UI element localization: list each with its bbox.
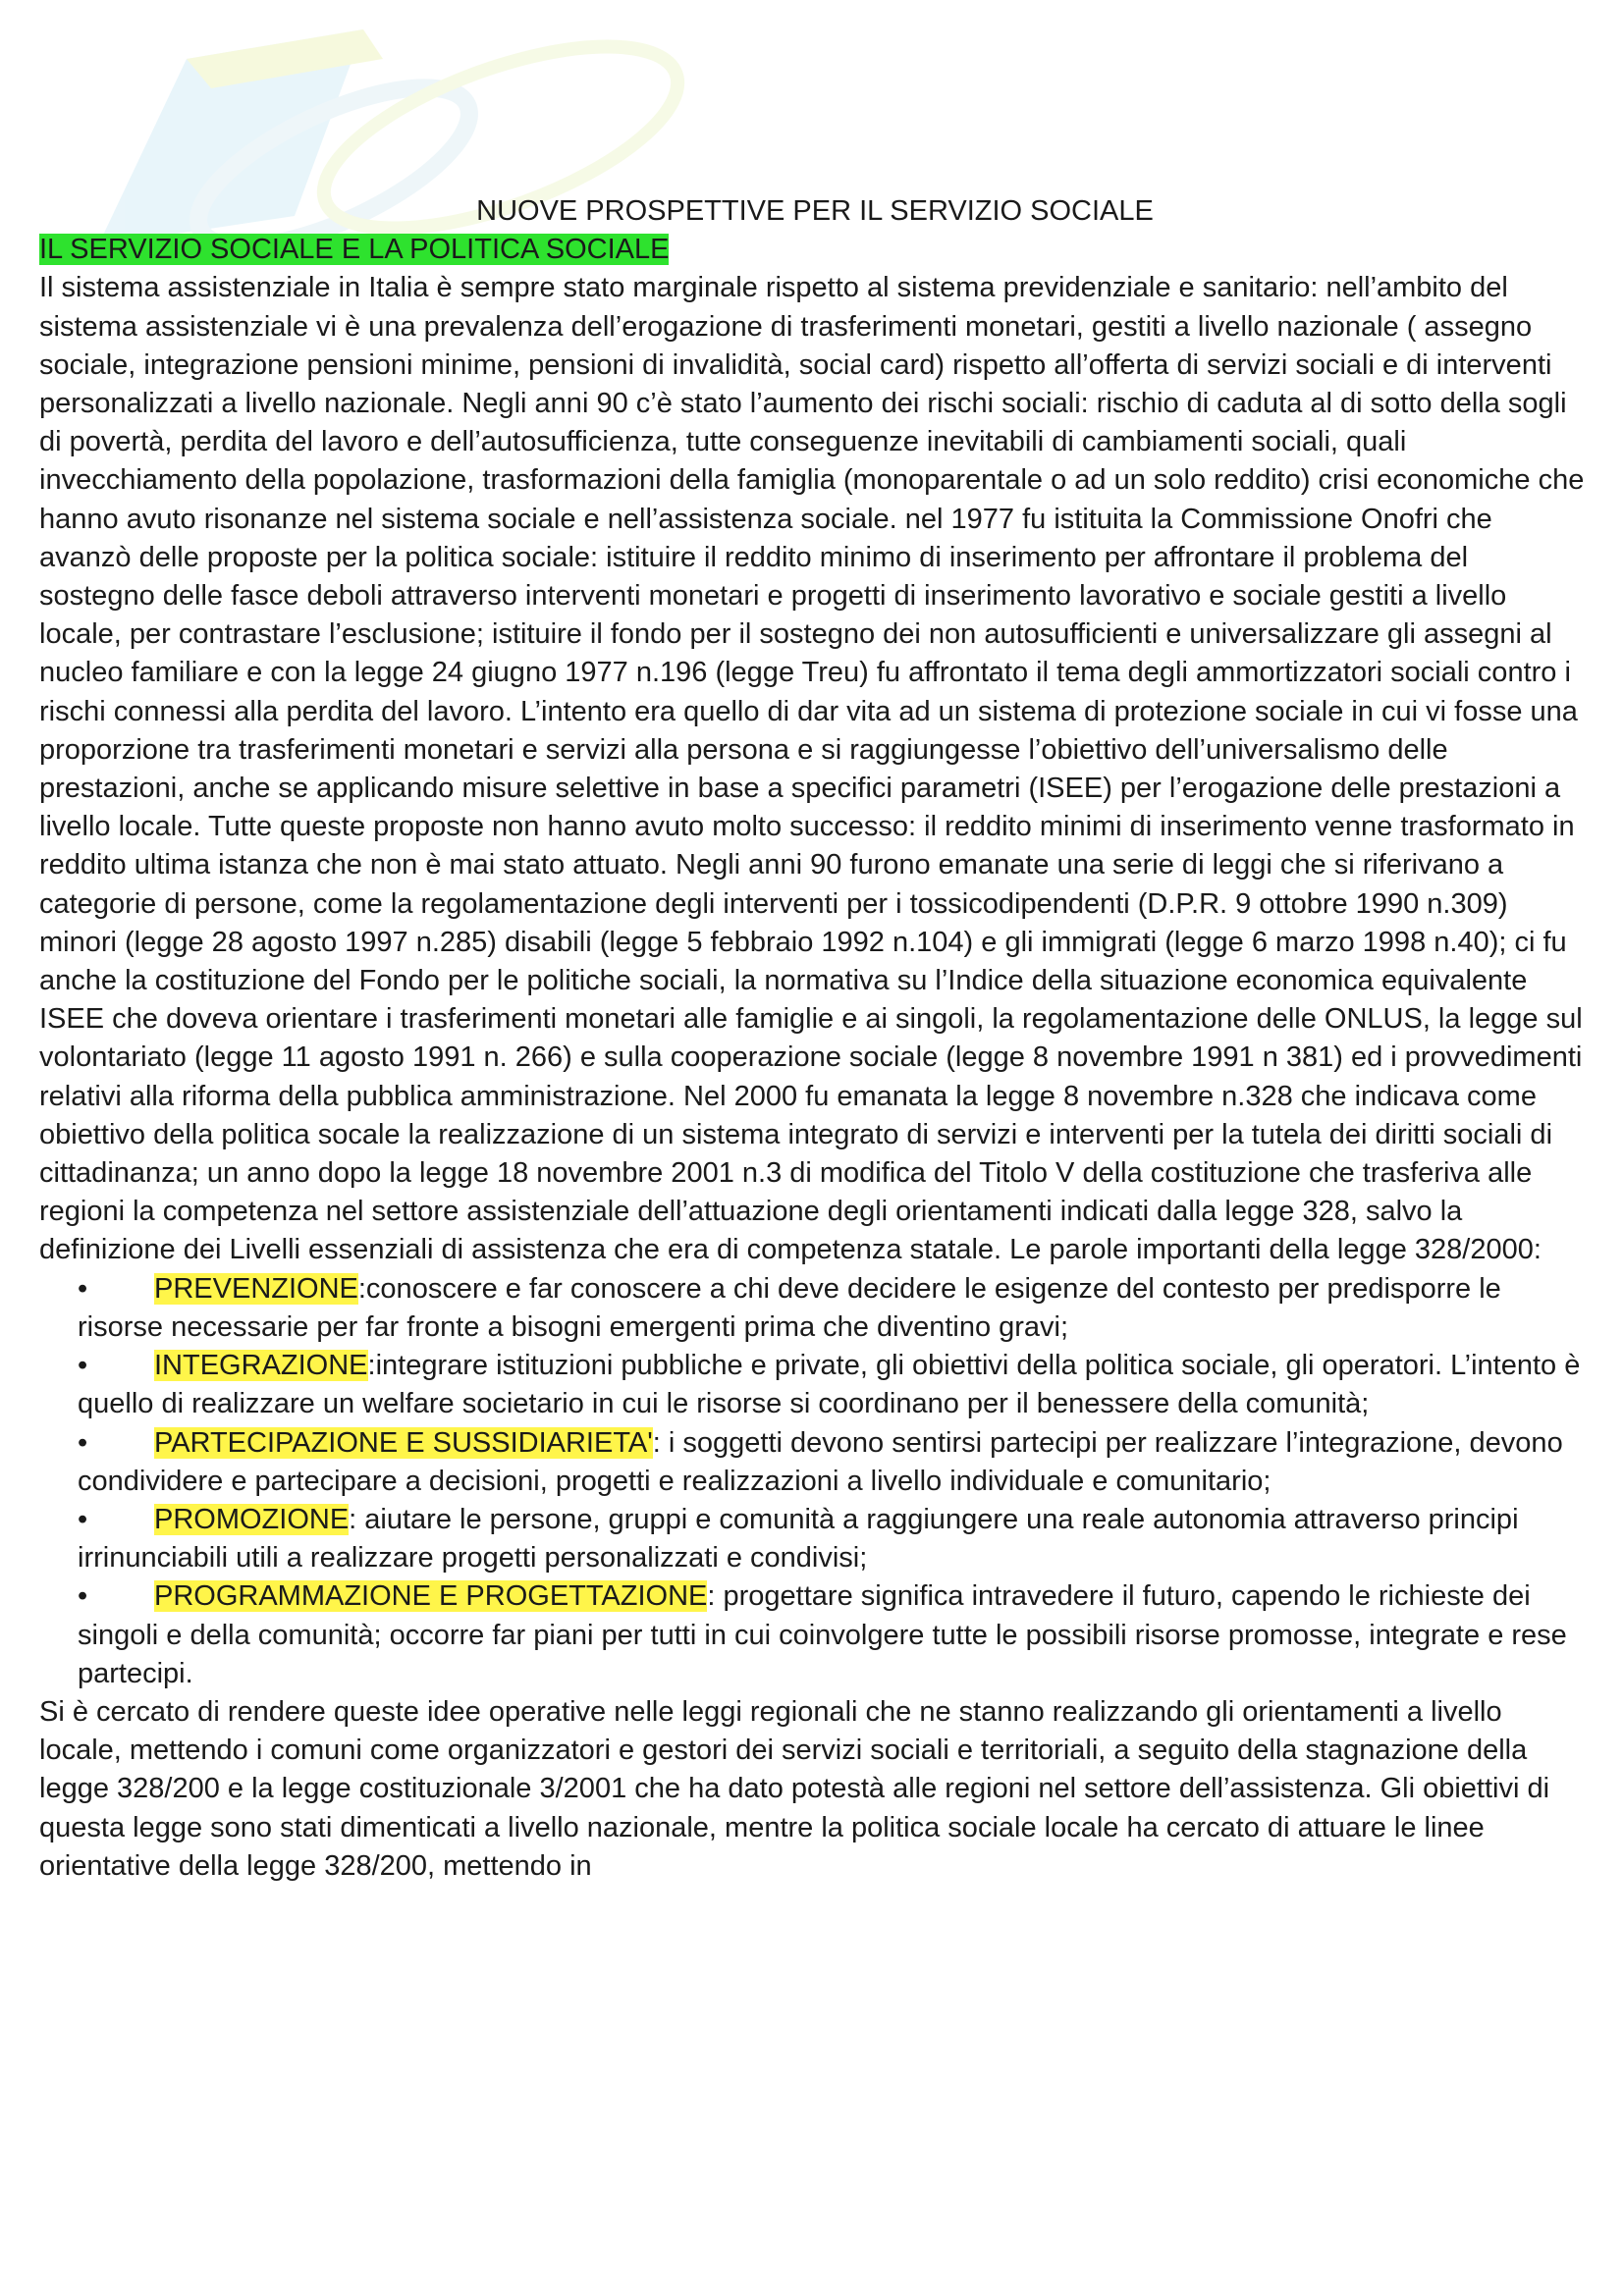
term-description: :integrare istituzioni pubbliche e private, gli obiettivi della politica sociale, gli operatori. L’intento è quello di realizzare un welfare societario in cui le risorse si coordinano per il benessere della comunità; — [78, 1350, 1581, 1420]
term-description: :conoscere e far conoscere a chi deve decidere le esigenze del contesto per predisporre le risorse necessarie per far fronte a bisogni emergenti prima che diventino gravi; — [78, 1272, 1501, 1343]
document-title: NUOVE PROSPETTIVE PER IL SERVIZIO SOCIALE — [476, 195, 1154, 227]
term-promozione: PROMOZIONE — [154, 1503, 350, 1535]
section-heading-text: IL SERVIZIO SOCIALE E LA POLITICA SOCIALE — [39, 234, 670, 266]
term-description: : progettare significa intravedere il futuro, capendo le richieste dei singoli e della comunità; occorre far piani per tutti in cui coinvolgere tutte le possibili risorse promosse, integrate e rese partecipi. — [78, 1580, 1567, 1689]
closing-paragraph: Si è cercato di rendere queste idee operative nelle leggi regionali che ne stanno realizzando gli orientamenti a livello locale, mettendo i comuni come organizzatori e gestori dei servizi sociali e territoriali, a seguito della stagnazione della legge 328/200 e la legge costituzionale 3/2001 che ha dato potestà alle regioni nel settore dell’assistenza. Gli obiettivi di questa legge sono stati dimenticati a livello nazionale, mentre la politica sociale locale ha cercato di attuare le linee orientative della legge 328/200, mettendo in — [39, 1695, 1550, 1882]
bullet-icon: • — [78, 1350, 88, 1382]
term-description: : aiutare le persone, gruppi e comunità a raggiungere una reale autonomia attraverso principi irrinunciabili utili a realizzare progetti personalizzati e condivisi; — [78, 1503, 1519, 1575]
section-heading — [39, 231, 1591, 269]
key-terms-list — [39, 1270, 1591, 1693]
term-programmazione: PROGRAMMAZIONE E PROGETTAZIONE — [154, 1580, 708, 1613]
document-page — [39, 192, 1591, 1886]
term-prevenzione: PREVENZIONE — [154, 1272, 358, 1305]
list-item — [78, 1577, 1591, 1693]
bullet-icon: • — [78, 1580, 88, 1613]
bullet-icon: • — [78, 1503, 88, 1535]
bullet-icon: • — [78, 1272, 88, 1305]
term-integrazione: INTEGRAZIONE — [154, 1350, 368, 1382]
intro-paragraph: Il sistema assistenziale in Italia è sempre stato marginale rispetto al sistema previdenziale e sanitario: nell’ambito del sistema assistenziale vi è una prevalenza dell’erogazione di trasferimenti monetari, gestiti a livello nazionale ( assegno sociale, integrazione pensioni minime, pensioni di invalidità, social card) rispetto all’offerta di servizi sociali e di interventi personalizzati a livello nazionale. Negli anni 90 c’è stato l’aumento dei rischi sociali: rischio di caduta al di sotto della sogli di povertà, perdita del lavoro e dell’autosufficienza, tutte conseguenze inevitabili di cambiamenti sociali, quali invecchiamento della popolazione, trasformazioni della famiglia (monoparentale o ad un solo reddito) crisi economiche che hanno avuto risonanze nel sistema sociale e nell’assistenza sociale. nel 1977 fu istituita la Commissione Onofri che avanzò delle proposte per la politica sociale: istituire il reddito minimo di inserimento per affrontare il problema del sostegno delle fasce deboli attraverso interventi monetari e progetti di inserimento lavorativo e sociale gestiti a livello locale, per contrastare l’esclusione; istituire il fondo per il sostegno dei non autosufficienti e universalizzare gli assegni al nucleo familiare e con la legge 24 giugno 1977 n.196 (legge Treu) fu affrontato il tema degli ammortizzatori sociali contro i rischi connessi alla perdita del lavoro. L’intento era quello di dar vita ad un sistema di protezione sociale in cui vi fosse una proporzione tra trasferimenti monetari e servizi alla persona e si raggiungesse l’obiettivo dell’universalismo delle prestazioni, anche se applicando misure selettive in base a specifici parametri (ISEE) per l’erogazione delle prestazioni a livello locale. Tutte queste proposte non hanno avuto molto successo: il reddito minimi di inserimento venne trasformato in reddito ultima istanza che non è mai stato attuato. Negli anni 90 furono emanate una serie di leggi che si riferivano a categorie di persone, come la regolamentazione degli interventi per i tossicodipendenti (D.P.R. 9 ottobre 1990 n.309) minori (legge 28 agosto 1997 n.285) disabili (legge 5 febbraio 1992 n.104) e gli immigrati (legge 6 marzo 1998 n.40); ci fu anche la costituzione del Fondo per le politiche sociali, la normativa su l’Indice della situazione economica equivalente ISEE che doveva orientare i trasferimenti monetari alle famiglie e ai singoli, la regolamentazione delle ONLUS, la legge sul volontariato (legge 11 agosto 1991 n. 266) e sulla cooperazione sociale (legge 8 novembre 1991 n 381) ed i provvedimenti relativi alla riforma della pubblica amministrazione. Nel 2000 fu emanata la legge 8 novembre n.328 che indicava come obiettivo della politica socale la realizzazione di un sistema integrato di servizi e interventi per la tutela dei diritti sociali di cittadinanza; un anno dopo la legge 18 novembre 2001 n.3 di modifica del Titolo V della costituzione che trasferiva alle regioni la competenza nel settore assistenziale dell’attuazione degli orientamenti indicati dalla legge 328, salvo la definizione dei Livelli essenziali di assistenza che era di competenza statale. Le parole importanti della legge 328/2000: — [39, 272, 1585, 1266]
list-item — [78, 1424, 1591, 1501]
bullet-icon: • — [78, 1426, 88, 1459]
term-description: : i soggetti devono sentirsi partecipi per realizzare l’integrazione, devono condividere e partecipare a decisioni, progetti e realizzazioni a livello individuale e comunitario; — [78, 1426, 1563, 1497]
list-item — [78, 1501, 1591, 1577]
list-item — [78, 1270, 1591, 1347]
term-partecipazione: PARTECIPAZIONE E SUSSIDIARIETA' — [154, 1426, 653, 1459]
list-item — [78, 1347, 1591, 1423]
